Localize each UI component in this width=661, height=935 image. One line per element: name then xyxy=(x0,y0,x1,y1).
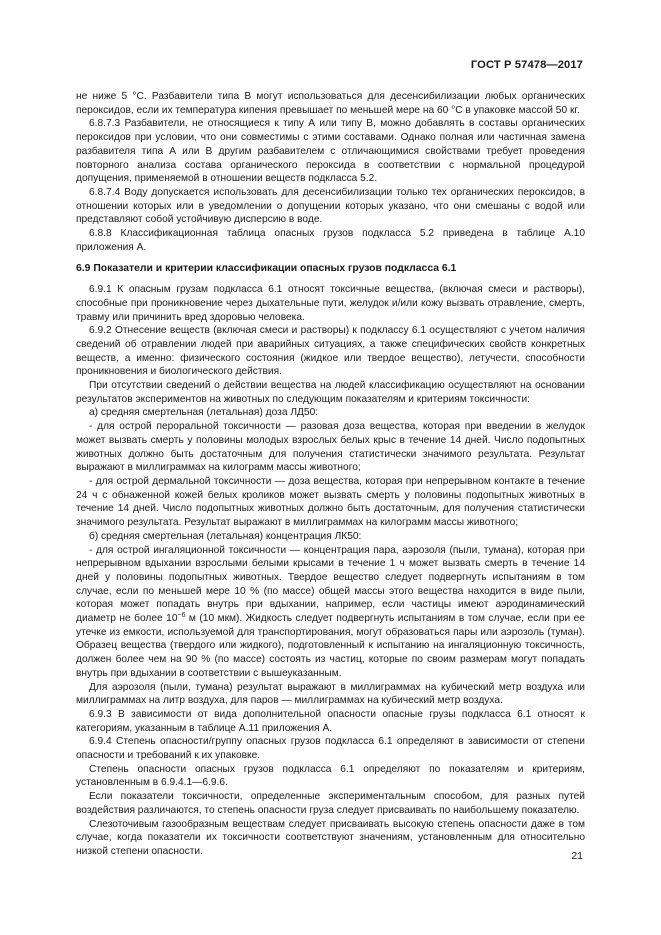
paragraph: 6.8.8 Классификационная таблица опасных грузов подкласса 5.2 приведена в таблице А.10 приложения А. xyxy=(76,228,585,253)
exponent: −6 xyxy=(177,612,186,620)
paragraph: - для острой пероральной токсичности — разовая доза вещества, которая при введении в желудок может вызвать смерть у половины молодых взрослых белых крыс в течение 14 дней. Число подопытных животных должно быть достаточным для получения статистически значимого результата. Результат выражают в миллиграммах на килограмм массы животного; xyxy=(76,421,585,474)
page-number: 21 xyxy=(571,850,583,862)
paragraph: 6.8.7.4 Воду допускается использовать для десенсибилизации только тех органических пероксидов, в отношении которых или в уведомлении о допущении которых указано, что они смешаны с водой или представляют собой устойчивую дисперсию в воде. xyxy=(76,186,585,226)
paragraph: 6.9.4 Степень опасности/группу опасных грузов подкласса 6.1 определяют в зависимости от степени опасности и требований к их упаковке. xyxy=(76,736,585,762)
main-paragraphs xyxy=(76,283,585,543)
bottom-paragraphs xyxy=(76,681,585,859)
paragraph: 6.9.2 Отнесение веществ (включая смеси и растворы) к подклассу 6.1 осуществляют с учетом наличия сведений об отравлении людей при аварийных ситуациях, а также специфических свойств конкретных веществ, а именно: физического состояния (жидкое или твердое вещество), летучести, способности проникновения и биологического действия. xyxy=(76,325,585,378)
top-paragraphs xyxy=(76,90,585,254)
inhalation-text-part1: - для острой ингаляционной токсичности — концентрация пара, аэрозоля (пыли, тумана), которая при непрерывном вдыхании взрослыми белыми крысами в течение 1 ч может вызвать смерть в течение 14 дней у половины подопытных животных. Твердое вещество следует подвергнуть испытаниям в том случае, если по меньшей мере 10 % (по массе) общей массы этого вещества находится в виде пыли, которая может попадать внутрь при вдыхании, например, если частицы имеют аэродинамический диаметр не более 10 xyxy=(76,544,585,625)
paragraph: Слезоточивым газообразным веществам следует присваивать высокую степень опасности даже в том случае, когда показатели их токсичности соответствуют значениям, установленным для относительно низкой степени опасности. xyxy=(76,818,585,857)
paragraph: Если показатели токсичности, определенные экспериментальным способом, для разных путей воздействия различаются, то степень опасности груза следует присваивать по наибольшему показателю. xyxy=(76,791,585,816)
paragraph-inhalation-toxicity xyxy=(76,544,585,681)
paragraph: - для острой дермальной токсичности — доза вещества, которая при непрерывном контакте в течение 24 ч с обнаженной кожей белых кроликов может вызвать смерть у половины подопытных животных в течение 14 дней. Число подопытных животных должно быть достаточным, для получения статистически значимого результата. Результат выражают в миллиграммах на килограмм массы животного; xyxy=(76,475,585,529)
inhalation-text-part2: м (10 мкм). Жидкость следует подвергнуть испытаниям в том случае, если при ее утечке из емкости, используемой для транспортирования, могут образоваться пары или аэрозоль (туман). Образец вещества (твердого или жидкого), подготовленный к испытанию на ингаляционную токсичность, должен более чем на 90 % (по массе) состоять из частиц, которые по своим размерам могут попадать внутрь при вдыхании в соответствии с вышеуказанным. xyxy=(76,613,585,679)
paragraph: 6.9.3 В зависимости от вида дополнительной опасности опасные грузы подкласса 6.1 относят к категориям, указанным в таблице А.11 приложения А. xyxy=(76,708,585,734)
document-body xyxy=(76,90,585,859)
paragraph: Степень опасности опасных грузов подкласса 6.1 определяют по показателям и критериям, установленным в 6.9.4.1—6.9.6. xyxy=(76,763,585,789)
paragraph: а) средняя смертельная (летальная) доза ЛД50: xyxy=(89,407,319,419)
paragraph: При отсутствии сведений о действии вещества на людей классификацию осуществляют на основании результатов экспериментов на животных по следующим показателям и критериям токсичности: xyxy=(76,380,585,405)
section-title: 6.9 Показатели и критерии классификации опасных грузов подкласса 6.1 xyxy=(76,263,457,275)
paragraph: не ниже 5 °С. Разбавители типа В могут использоваться для десенсибилизации любых органических пероксидов, если их температура кипения превышает по меньшей мере на 60 °С в упаковке массой 50 кг. xyxy=(76,91,585,116)
paragraph: 6.8.7.3 Разбавители, не относящиеся к типу А или типу В, можно добавлять в составы органических пероксидов при условии, что они совместимы с этими составами. Однако полная или частичная замена разбавителя типа А или В другим разбавителем с отличающимися свойствами требует проведения повторного анализа состава органического пероксида в соответствии с нормальной процедурой допущения, применяемой в отношении веществ подкласса 5.2. xyxy=(76,118,585,185)
paragraph: б) средняя смертельная (летальная) концентрация ЛК50: xyxy=(89,530,362,542)
document-header: ГОСТ Р 57478—2017 xyxy=(470,59,583,71)
paragraph: Для аэрозоля (пыли, тумана) результат выражают в миллиграммах на кубический метр воздуха или миллиграммах на литр воздуха, для паров — миллиграммах на кубический метр воздуха. xyxy=(76,681,585,707)
paragraph: 6.9.1 К опасным грузам подкласса 6.1 относят токсичные вещества, (включая смеси и растворы), способные при проникновение через дыхательные пути, желудок и/или кожу вызвать отравление, смерть, травму или причинить вред здоровью человека. xyxy=(76,284,585,323)
